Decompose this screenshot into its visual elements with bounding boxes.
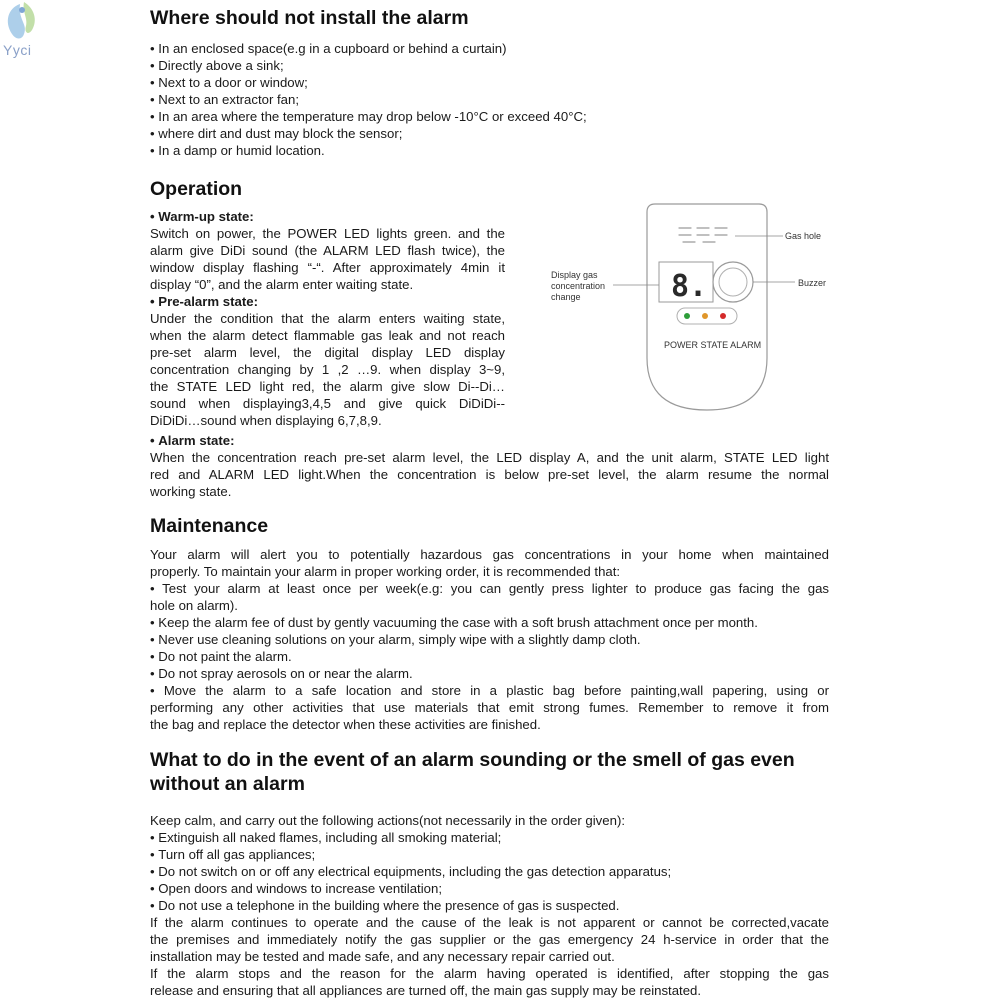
text-line: Under the condition that the alarm enters waiting state, <box>150 311 505 326</box>
text-line: If the alarm stops and the reason for the alarm having operated is identified, after stopping the gas <box>150 966 829 981</box>
alarm-state-text <box>150 432 829 500</box>
text-line: concentration changing by 1 ,2 …9. when display 3~9, <box>150 362 505 377</box>
list-item: • In an area where the temperature may drop below -10°C or exceed 40°C; <box>150 108 830 125</box>
text-line: alarm give DiDi sound (the ALARM LED flash twice), the <box>150 243 505 258</box>
gas-hole-label: Gas hole <box>785 231 822 241</box>
emergency-text <box>150 812 829 999</box>
alarm-led-icon <box>720 313 726 319</box>
list-item: • Keep the alarm fee of dust by gently vacuuming the case with a soft brush attachment once per month. <box>150 614 829 631</box>
list-item: • Next to a door or window; <box>150 74 830 91</box>
warmup-heading: • Warm-up state: <box>150 208 505 225</box>
text-line: red and ALARM LED light.When the concentration is below pre-set level, the alarm resume the normal <box>150 467 829 482</box>
list-item: • where dirt and dust may block the sensor; <box>150 125 830 142</box>
maintenance-text <box>150 546 829 733</box>
text-line: display “0”, and the alarm enter waiting state. <box>150 277 414 292</box>
text-line: installation may be tested and made safe, and any necessary repair carried out. <box>150 949 615 964</box>
text-line: window display flashing “-“. After approximately 4min it <box>150 260 505 275</box>
alarm-device-diagram <box>547 198 837 418</box>
led-labels: POWER STATE ALARM <box>664 340 762 350</box>
section-title-install: Where should not install the alarm <box>150 7 469 29</box>
text-line: DiDiDi…sound when displaying 6,7,8,9. <box>150 413 382 428</box>
emergency-intro: Keep calm, and carry out the following actions(not necessarily in the order given): <box>150 813 625 828</box>
list-item: • Turn off all gas appliances; <box>150 846 829 863</box>
text-line: properly. To maintain your alarm in proper working order, it is recommended that: <box>150 564 621 579</box>
state-led-icon <box>702 313 708 319</box>
section-title-maintenance: Maintenance <box>150 515 269 537</box>
display-label-1: Display gas <box>551 270 598 280</box>
list-item: • Extinguish all naked flames, including all smoking material; <box>150 829 829 846</box>
text-line: the bag and replace the detector when these activities are finished. <box>150 717 541 732</box>
section-title-emergency: What to do in the event of an alarm sounding or the smell of gas even without an alarm <box>150 749 795 795</box>
list-item: • Open doors and windows to increase ventilation; <box>150 880 829 897</box>
list-item: • Directly above a sink; <box>150 57 830 74</box>
brand-logo-text: Yyci <box>3 42 32 58</box>
section-title-operation: Operation <box>150 178 243 200</box>
display-digit: 8. <box>671 269 708 304</box>
list-item: • Do not paint the alarm. <box>150 648 829 665</box>
emergency-actions-list <box>150 829 829 914</box>
text-line: • Move the alarm to a safe location and store in a plastic bag before painting,wall papering, using or <box>150 683 829 698</box>
list-item: • Do not spray aerosols on or near the alarm. <box>150 665 829 682</box>
power-led-icon <box>684 313 690 319</box>
list-item: • In a damp or humid location. <box>150 142 830 159</box>
text-line: If the alarm continues to operate and the cause of the leak is not apparent or cannot be corrected,vacate <box>150 915 829 930</box>
list-item: • Do not use a telephone in the building where the presence of gas is suspected. <box>150 897 829 914</box>
list-item: • In an enclosed space(e.g in a cupboard or behind a curtain) <box>150 40 830 57</box>
text-line: • Test your alarm at least once per week(e.g: you can gently press lighter to produce gas facing the gas <box>150 581 829 596</box>
text-line: release and ensuring that all appliances are turned off, the main gas supply may be reinstated. <box>150 983 702 998</box>
operation-states-text <box>150 208 505 429</box>
install-restrictions-list <box>150 40 830 159</box>
list-item: • Do not switch on or off any electrical equipments, including the gas detection apparatus; <box>150 863 829 880</box>
alarm-heading: • Alarm state: <box>150 432 829 449</box>
text-line: Your alarm will alert you to potentially hazardous gas concentrations in your home when maintained <box>150 547 829 562</box>
text-line: When the concentration reach pre-set alarm level, the LED display A, and the unit alarm, STATE LED light <box>150 450 829 465</box>
text-line: when the alarm detect flammable gas leak and not reach <box>150 328 505 343</box>
display-label-3: change <box>551 292 581 302</box>
text-line: Switch on power, the POWER LED lights green. and the <box>150 226 505 241</box>
prealarm-heading: • Pre-alarm state: <box>150 293 505 310</box>
text-line: the STATE LED light red, the alarm give slow Di--Di… <box>150 379 505 394</box>
text-line: sound when displaying3,4,5 and give quick DiDiDi-- <box>150 396 505 411</box>
text-line: working state. <box>150 484 232 499</box>
text-line: performing any other activities that use materials that emit strong fumes. Remember to remove it from <box>150 700 829 715</box>
text-line: pre-set alarm level, the digital display LED display <box>150 345 505 360</box>
text-line: the premises and immediately notify the gas supplier or the gas emergency 24 h-service in order that the <box>150 932 829 947</box>
list-item: • Never use cleaning solutions on your alarm, simply wipe with a slightly damp cloth. <box>150 631 829 648</box>
display-label-2: concentration <box>551 281 606 291</box>
buzzer-label: Buzzer <box>798 278 827 288</box>
text-line: hole on alarm). <box>150 598 238 613</box>
list-item: • Next to an extractor fan; <box>150 91 830 108</box>
maintenance-list <box>150 614 829 682</box>
